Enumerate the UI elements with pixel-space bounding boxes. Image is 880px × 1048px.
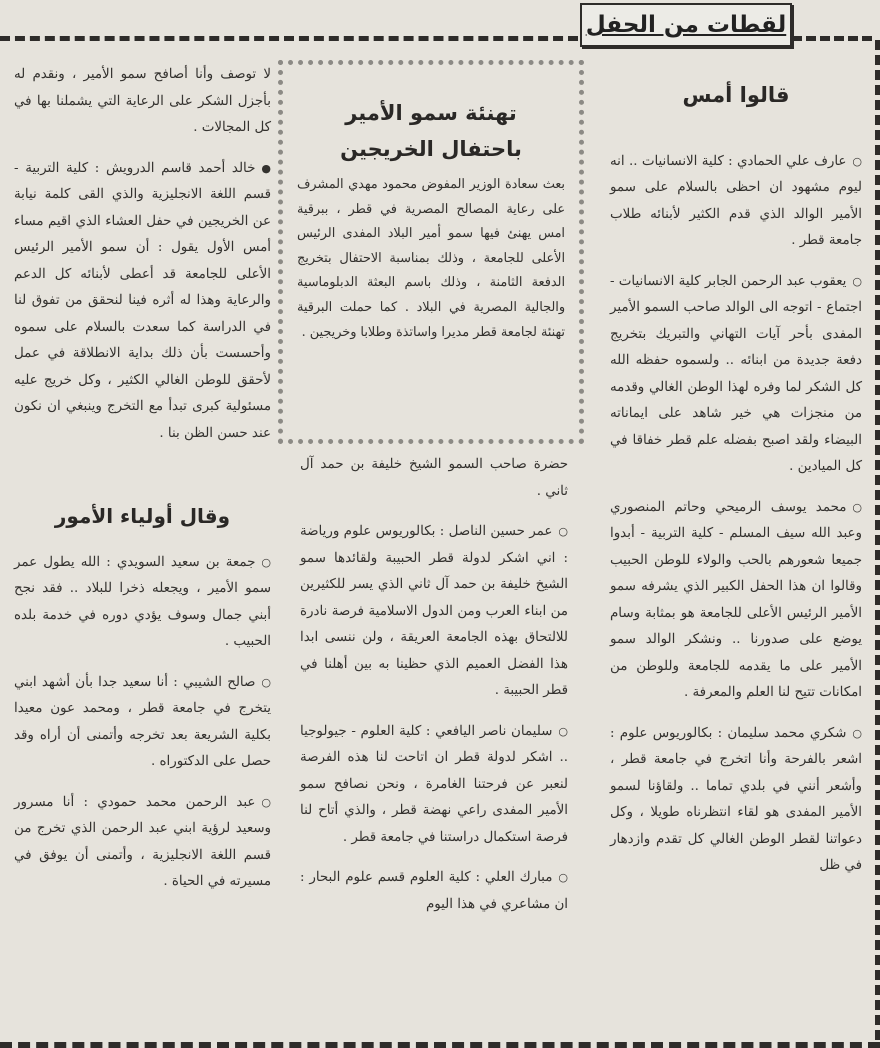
paragraph: حضرة صاحب السمو الشيخ خليفة بن حمد آل ثاني . [300,457,568,499]
boxed-article-title-line2: باحتفال الخريجين [340,137,522,161]
paragraph: ○محمد يوسف الرميحي وحاتم المنصوري وعبد الله سيف المسلم - كلية التربية - أبدوا جميعا شعورهم بالحب والولاء للوطن الحبيب وقالوا ان هذا الحفل الكبير الذي يشرفه سمو الأمير الرئيس الأعلى للجامعة هو بمثابة وسام يوضع على صدورنا .. ونشكر الوالد سمو الأمير على ما يقدمه للجامعة وللوطن من امكانات تتيح لنا العلم والمعرفة . [610,495,862,707]
section-title-box [580,3,792,47]
bullet-circle-icon: ○ [558,871,568,884]
bullet-circle-icon: ○ [852,274,862,288]
boxed-article-title [297,95,565,167]
column-middle [300,452,568,932]
paragraph: ○صالح الشيبي : أنا سعيد جدا بأن أشهد ابني يتخرج في جامعة قطر ، ومحمد عون معيدا بكلية الشريعة بعد تخرجه وأتمنى أن أراه وقد حصل على الدكتوراه . [14,670,271,776]
paragraph: ○مبارك العلي : كلية العلوم قسم علوم البحار : ان مشاعري في هذا اليوم [300,865,568,918]
column-left [14,62,271,910]
bottom-rule [0,1042,880,1048]
top-rule-left [0,36,578,41]
right-border-rule [868,40,880,1040]
paragraph: لا توصف وأنا أصافح سمو الأمير ، ونقدم له بأجزل الشكر على الرعاية التي يشملنا بها في كل المجالات . [14,67,271,135]
boxed-article-body: بعث سعادة الوزير المفوض محمود مهدي المشرف على رعاية المصالح المصرية في قطر ، ببرقية امس يهنئ فيها سمو أمير البلاد المفدى الرئيس الأعلى للجامعة ، وذلك بمناسبة الاحتفال بتخريج الدفعة الثامنة ، وذلك باسم البعثة الدبلوماسية والجالية المصرية في البلاد . كما حملت البرقية تهنئة لجامعة قطر مديرا واساتذة وطلابا وخريجين . [297,177,565,340]
paragraph: ●خالد أحمد قاسم الدرويش : كلية التربية - قسم اللغة الانجليزية والذي القى كلمة نيابة عن الخريجين في حفل العشاء الذي اقيم مساء أمس الأول يقول : أن سمو الأمير الرئيس الأعلى للجامعة قد أعطى لأبنائه كل الدعم والرعاية وهذا له أثره فينا لنحقق من تفوق لنا في الدراسة كما سعدت بالسلام على سموه وأحسست بأن ذلك بداية الانطلاقة في عمل لأحقق للوطن الغالي الكثير ، وكل خريج عليه مسئولية كبرى تبدأ مع التخرج وينبغي ان نكون عند حسن الظن بنا . [14,156,271,448]
bullet-circle-icon: ○ [852,726,862,740]
section-title: لقطات من الحفل [585,12,787,38]
bullet-circle-icon: ○ [852,500,862,514]
boxed-article-title-line1: تهنئة سمو الأمير [345,101,517,125]
bullet-circle-icon: ○ [558,525,568,538]
paragraph: ○عارف علي الحمادي : كلية الانسانيات .. انه ليوم مشهود ان احظى بالسلام على سمو الأمير الوالد الذي قدم الكثير لأبنائه طلاب جامعة قطر . [610,149,862,255]
column-right-heading: قالوا أمس [682,83,790,107]
bullet-circle-icon: ○ [852,154,862,168]
boxed-article [278,60,584,444]
paragraph: ○سليمان ناصر اليافعي : كلية العلوم - جيولوجيا .. اشكر لدولة قطر ان اتاحت لنا هذه الفرصة لنعبر عن فرحتنا الغامرة ، ونحن نصافح سمو الأمير المفدى راعي نهضة قطر ، والذي أتاح لنا فرصة استكمال دراستنا في جامعة قطر . [300,719,568,852]
paragraph: ○شكري محمد سليمان : بكالوريوس علوم : اشعر بالفرحة وأنا اتخرج في جامعة قطر ، وأشعر أنني في بلدي تماما .. ولقاؤنا لسمو الأمير المفدى هو لقاء انتظرناه طويلا ، وكل دعواتنا لقطر الوطن الغالي كل تقدم وازدهار في ظل [610,721,862,880]
paragraph: ○يعقوب عبد الرحمن الجابر كلية الانسانيات - اجتماع - اتوجه الى الوالد صاحب السمو الأمير المفدى بأحر آيات التهاني والتبريك بتخريج دفعة جديدة من ابنائه .. ولسموه حفظه الله كل الشكر لما وفره لهذا الوطن الغالي وقدمه من منجزات هي خير شاهد على ايماناته البيضاء ولقد اصبح بفضله علم قطر خفاقا في كل الميادين . [610,269,862,481]
bullet-circle-icon: ○ [261,675,271,689]
bullet-circle-icon: ○ [261,795,271,809]
paragraph: ○عبد الرحمن محمد حمودي : أنا مسرور وسعيد لرؤية ابني عبد الرحمن الذي تخرج من قسم اللغة الانجليزية ، وأتمنى أن يوفق في مسيرته في الحياة . [14,790,271,896]
column-right [610,82,862,894]
bullet-circle-icon: ○ [261,555,271,569]
bullet-circle-icon: ○ [558,724,568,738]
paragraph: ○جمعة بن سعيد السويدي : الله يطول عمر سمو الأمير ، ويجعله ذخرا للبلاد .. فقد نجح أبني جمال وسوف يؤدي دوره في خدمة بلده الحبيب . [14,550,271,656]
paragraph: ○عمر حسين الناصل : بكالوريوس علوم ورياضة : اني اشكر لدولة قطر الحبيبة ولقائدها سمو الشيخ خليفة بن حمد آل ثاني الذي يسر للكثيرين من ابناء العرب ومن الدول الاسلامية فرصة نادرة للالتحاق بهذه الجامعة العريقة ، ولن ننسى ابدا هذا الفضل العميم الذي حظينا به بين أهلنا في قطر الحبيبة . [300,519,568,705]
top-rule-right [792,36,872,41]
column-left-heading: وقال أولياء الأمور [54,504,231,528]
bullet-dot-icon: ● [261,161,271,175]
